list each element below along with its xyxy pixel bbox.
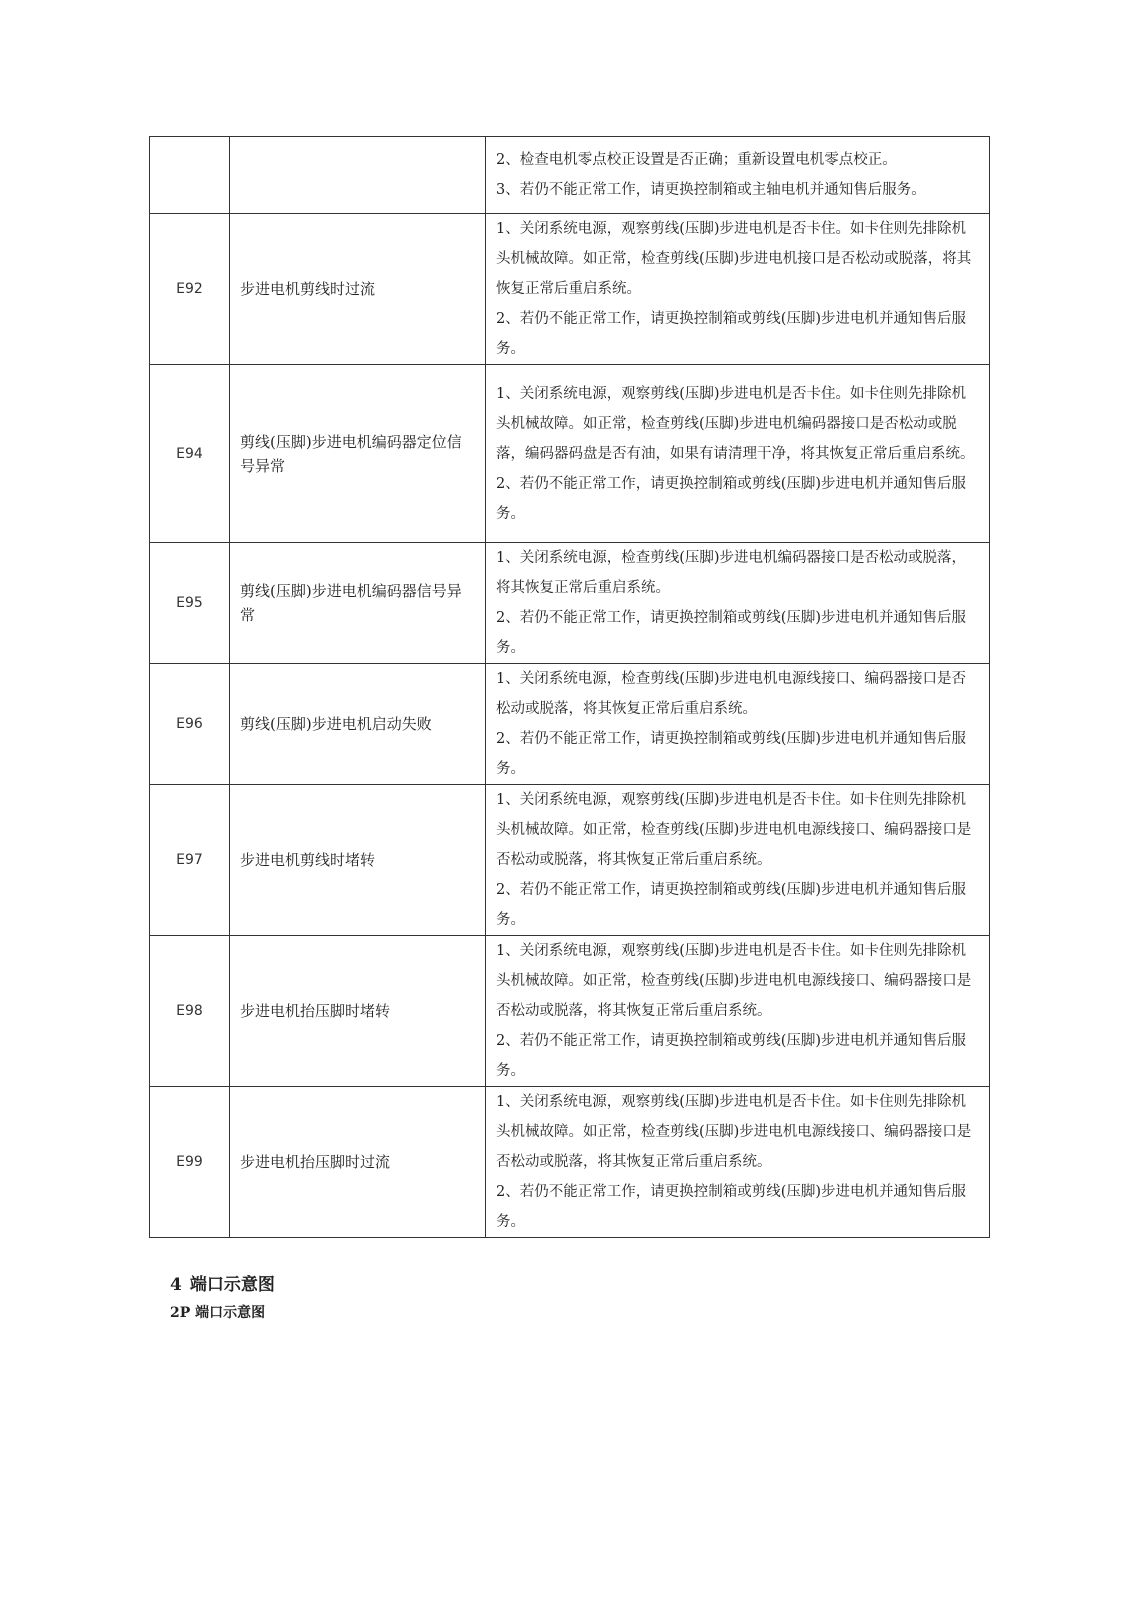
error-description-cell: 剪线(压脚)步进电机编码器信号异常 xyxy=(230,543,486,664)
solution-step: 1、关闭系统电源，观察剪线(压脚)步进电机是否卡住。如卡住则先排除机头机械故障。如正常，检查剪线(压脚)步进电机电源线接口、编码器接口是否松动或脱落，将其恢复正常后重启系统。 xyxy=(496,792,972,868)
error-description-cell: 剪线(压脚)步进电机编码器定位信号异常 xyxy=(230,365,486,543)
solution-cell xyxy=(486,137,990,214)
table-row xyxy=(150,936,990,1087)
solution-step: 2、若仍不能正常工作，请更换控制箱或剪线(压脚)步进电机并通知售后服务。 xyxy=(496,311,967,357)
solution-step: 2、检查电机零点校正设置是否正确；重新设置电机零点校正。 xyxy=(496,152,897,168)
table-row xyxy=(150,543,990,664)
solution-cell xyxy=(486,543,990,664)
error-code-cell: E99 xyxy=(150,1087,230,1238)
solution-cell xyxy=(486,785,990,936)
solution-cell xyxy=(486,1087,990,1238)
table-row xyxy=(150,137,990,214)
section-number: 4 xyxy=(170,1275,182,1295)
error-description-cell xyxy=(230,137,486,214)
error-description-cell: 步进电机抬压脚时过流 xyxy=(230,1087,486,1238)
solution-cell xyxy=(486,936,990,1087)
error-code-cell: E92 xyxy=(150,214,230,365)
table-row xyxy=(150,214,990,365)
solution-cell xyxy=(486,664,990,785)
solution-step: 1、关闭系统电源，观察剪线(压脚)步进电机是否卡住。如卡住则先排除机头机械故障。如正常，检查剪线(压脚)步进电机接口是否松动或脱落，将其恢复正常后重启系统。 xyxy=(496,221,972,297)
error-code-cell: E94 xyxy=(150,365,230,543)
solution-step: 2、若仍不能正常工作，请更换控制箱或剪线(压脚)步进电机并通知售后服务。 xyxy=(496,475,967,522)
section-heading xyxy=(170,1270,275,1295)
error-description-cell: 剪线(压脚)步进电机启动失败 xyxy=(230,664,486,785)
table-row xyxy=(150,1087,990,1238)
error-code-cell: E96 xyxy=(150,664,230,785)
section-title: 端口示意图 xyxy=(189,1275,275,1295)
solution-step: 2、若仍不能正常工作，请更换控制箱或剪线(压脚)步进电机并通知售后服务。 xyxy=(496,1184,967,1230)
error-code-cell: E97 xyxy=(150,785,230,936)
solution-step: 3、若仍不能正常工作，请更换控制箱或主轴电机并通知售后服务。 xyxy=(496,182,926,198)
table-row xyxy=(150,664,990,785)
error-code-cell xyxy=(150,137,230,214)
solution-step: 1、关闭系统电源，观察剪线(压脚)步进电机是否卡住。如卡住则先排除机头机械故障。如正常，检查剪线(压脚)步进电机编码器接口是否松动或脱落，编码器码盘是否有油，如果有请清理干净，将其恢复正常后重启系统。 xyxy=(496,385,975,462)
solution-step: 2、若仍不能正常工作，请更换控制箱或剪线(压脚)步进电机并通知售后服务。 xyxy=(496,610,967,656)
solution-step: 2、若仍不能正常工作，请更换控制箱或剪线(压脚)步进电机并通知售后服务。 xyxy=(496,731,967,777)
solution-step: 1、关闭系统电源，观察剪线(压脚)步进电机是否卡住。如卡住则先排除机头机械故障。如正常，检查剪线(压脚)步进电机电源线接口、编码器接口是否松动或脱落，将其恢复正常后重启系统。 xyxy=(496,1094,972,1170)
table-row xyxy=(150,785,990,936)
solution-step: 2、若仍不能正常工作，请更换控制箱或剪线(压脚)步进电机并通知售后服务。 xyxy=(496,1033,967,1079)
solution-cell xyxy=(486,214,990,365)
solution-step: 1、关闭系统电源，检查剪线(压脚)步进电机电源线接口、编码器接口是否松动或脱落，将其恢复正常后重启系统。 xyxy=(496,671,967,717)
error-code-cell: E95 xyxy=(150,543,230,664)
error-description-cell: 步进电机抬压脚时堵转 xyxy=(230,936,486,1087)
error-code-table xyxy=(149,136,990,1238)
error-description-cell: 步进电机剪线时过流 xyxy=(230,214,486,365)
error-description-cell: 步进电机剪线时堵转 xyxy=(230,785,486,936)
solution-cell xyxy=(486,365,990,543)
error-code-cell: E98 xyxy=(150,936,230,1087)
section-subtitle: 2P 端口示意图 xyxy=(170,1305,266,1321)
table-row xyxy=(150,365,990,543)
solution-step: 2、若仍不能正常工作，请更换控制箱或剪线(压脚)步进电机并通知售后服务。 xyxy=(496,882,967,928)
solution-step: 1、关闭系统电源，检查剪线(压脚)步进电机编码器接口是否松动或脱落，将其恢复正常后重启系统。 xyxy=(496,550,967,596)
solution-step: 1、关闭系统电源，观察剪线(压脚)步进电机是否卡住。如卡住则先排除机头机械故障。如正常，检查剪线(压脚)步进电机电源线接口、编码器接口是否松动或脱落，将其恢复正常后重启系统。 xyxy=(496,943,972,1019)
